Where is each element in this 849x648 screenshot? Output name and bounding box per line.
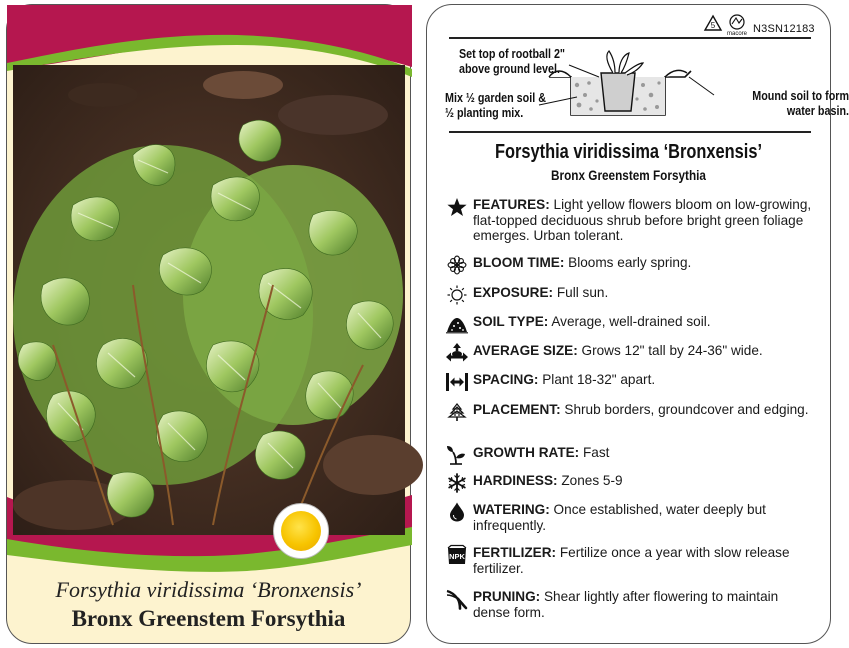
npk-fertilizer-icon bbox=[445, 545, 469, 565]
placement-plants-icon bbox=[445, 402, 469, 422]
attr-bloom-time bbox=[445, 255, 815, 275]
attr-features bbox=[445, 197, 815, 244]
sun-outline-icon bbox=[445, 285, 469, 305]
soil-mix-note: Mix ½ garden soil & ½ planting mix. bbox=[445, 91, 546, 120]
water-drop-icon bbox=[445, 502, 469, 522]
attr-exposure bbox=[445, 285, 815, 305]
size-arrows-icon bbox=[445, 343, 469, 363]
pruning-shears-icon bbox=[445, 589, 469, 609]
attr-value: Plant 18-32" apart. bbox=[538, 372, 656, 387]
plant-tag-front bbox=[6, 4, 411, 644]
attr-label: BLOOM TIME: bbox=[473, 255, 565, 270]
attr-label: SPACING: bbox=[473, 372, 539, 387]
back-common-name: Bronx Greenstem Forsythia bbox=[551, 167, 706, 183]
attr-value: Once established, water deeply but infrequently. bbox=[473, 502, 766, 533]
attr-value: Zones 5-9 bbox=[557, 473, 623, 488]
attr-label: GROWTH RATE: bbox=[473, 445, 580, 460]
attr-spacing bbox=[445, 372, 815, 392]
attr-value: Grows 12" tall by 24-36" wide. bbox=[577, 343, 763, 358]
soil-pile-icon bbox=[445, 314, 469, 334]
attr-label: FERTILIZER: bbox=[473, 545, 557, 560]
attr-value: Fertilize once a year with slow release fertilizer. bbox=[473, 545, 790, 576]
plant-photo bbox=[13, 65, 405, 535]
front-latin-name: Forsythia viridissima ‘Bronxensis’ bbox=[55, 577, 362, 602]
full-sun-icon bbox=[281, 511, 321, 551]
npk-label: NPK bbox=[449, 552, 465, 561]
exposure-badge bbox=[273, 503, 329, 559]
divider bbox=[449, 131, 811, 133]
product-code: N3SN12183 bbox=[753, 23, 815, 35]
attr-label: PLACEMENT: bbox=[473, 402, 561, 417]
attr-label: WATERING: bbox=[473, 502, 550, 517]
attr-soil-type bbox=[445, 314, 815, 334]
attr-label: SOIL TYPE: bbox=[473, 314, 549, 329]
star-icon bbox=[445, 197, 469, 217]
attr-value: Average, well-drained soil. bbox=[548, 314, 711, 329]
attr-value: Fast bbox=[579, 445, 610, 460]
flower-icon bbox=[445, 255, 469, 275]
basin-note: Mound soil to form water basin. bbox=[752, 89, 849, 118]
attr-placement bbox=[445, 402, 815, 422]
recycle-number: 5 bbox=[710, 21, 716, 30]
attr-value: Shear lightly after flowering to maintain dense form. bbox=[473, 589, 779, 620]
attr-value: Full sun. bbox=[553, 285, 609, 300]
spacing-arrows-icon bbox=[445, 372, 469, 392]
attr-watering bbox=[445, 502, 815, 533]
sprout-icon bbox=[445, 445, 469, 465]
attr-growth-rate bbox=[445, 445, 815, 465]
attr-value: Light yellow flowers bloom on low-growing, flat-topped deciduous shrub before bright green foliage emerges. Urban tolerant. bbox=[473, 197, 812, 243]
attr-hardiness bbox=[445, 473, 815, 493]
attr-label: PRUNING: bbox=[473, 589, 541, 604]
back-latin-name: Forsythia viridissima ‘Bronxensis’ bbox=[494, 141, 763, 163]
front-common-name: Bronx Greenstem Forsythia bbox=[71, 606, 346, 631]
rootball-note: Set top of rootball 2" above ground level. bbox=[459, 47, 566, 76]
attr-label: EXPOSURE: bbox=[473, 285, 554, 300]
attr-label: FEATURES: bbox=[473, 197, 550, 212]
attr-label: HARDINESS: bbox=[473, 473, 558, 488]
attr-value: Shrub borders, groundcover and edging. bbox=[560, 402, 809, 417]
attr-average-size bbox=[445, 343, 815, 363]
recycle-brand: macore bbox=[726, 31, 748, 37]
attr-label: AVERAGE SIZE: bbox=[473, 343, 578, 358]
plant-tag-back bbox=[426, 4, 849, 644]
snowflake-icon bbox=[445, 473, 469, 493]
forsythia-photo-illustration bbox=[13, 65, 405, 535]
attr-pruning bbox=[445, 589, 815, 620]
attr-fertilizer bbox=[445, 545, 815, 576]
attr-value: Blooms early spring. bbox=[564, 255, 692, 270]
